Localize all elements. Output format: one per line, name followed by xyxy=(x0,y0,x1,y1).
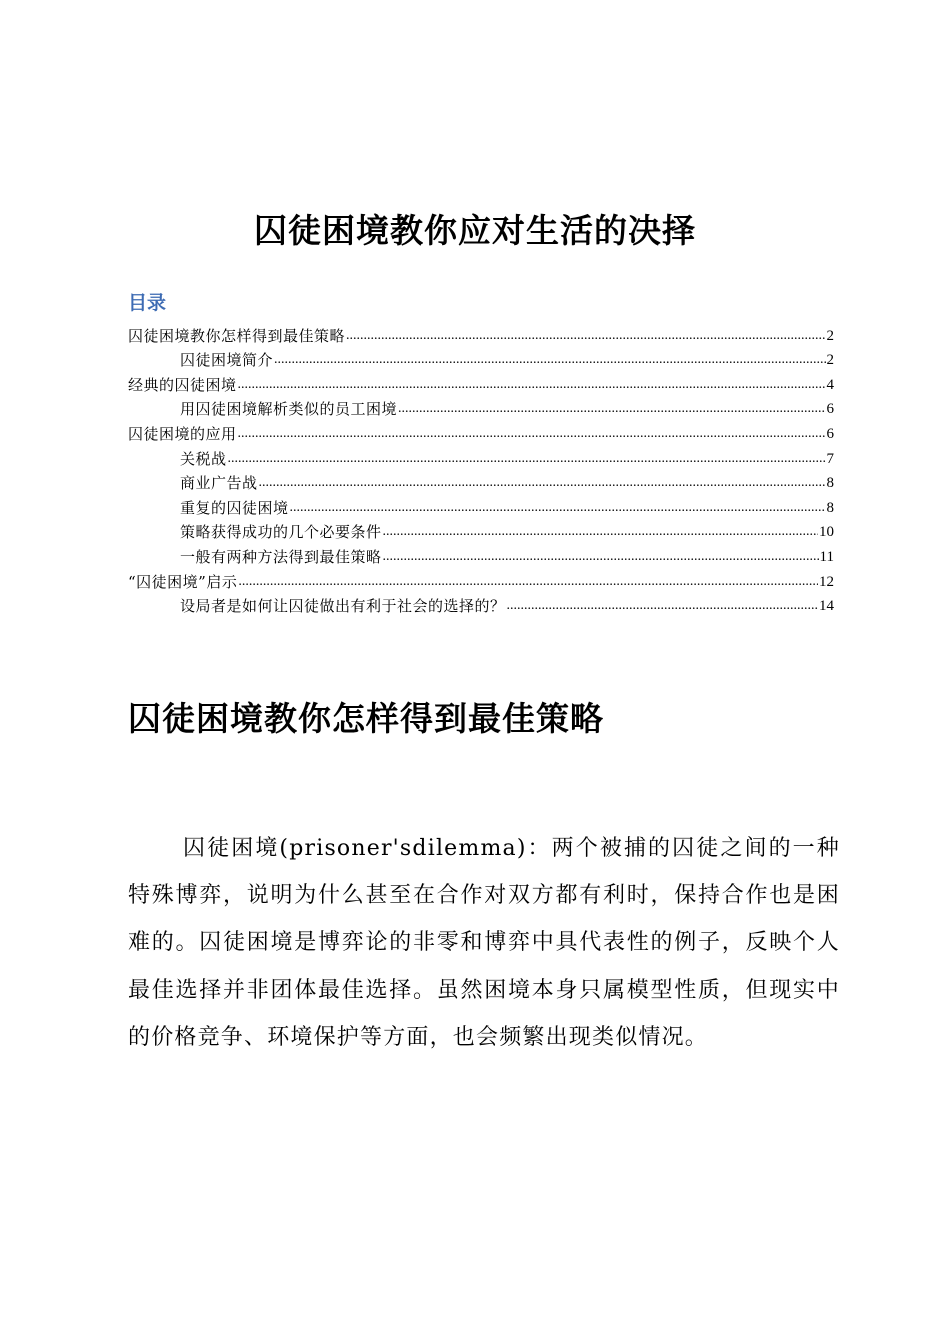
toc-entry-label: 策略获得成功的几个必要条件 xyxy=(180,523,382,542)
toc-entry-label: “囚徒困境”启示 xyxy=(128,572,238,591)
toc-entry[interactable] xyxy=(128,320,834,345)
table-of-contents xyxy=(128,290,834,615)
toc-entry-label: 重复的囚徒困境 xyxy=(180,498,289,517)
toc-entry-label: 囚徒困境简介 xyxy=(180,351,274,370)
toc-leader-dots xyxy=(383,523,818,541)
toc-page-number: 8 xyxy=(826,475,834,492)
toc-leader-dots xyxy=(274,351,825,369)
toc-page-number: 4 xyxy=(826,376,834,393)
toc-leader-dots xyxy=(290,499,826,517)
toc-leader-dots xyxy=(238,425,826,443)
toc-entry[interactable] xyxy=(128,418,834,443)
toc-entry[interactable] xyxy=(128,468,834,493)
toc-leader-dots xyxy=(398,400,825,418)
toc-entry[interactable] xyxy=(128,591,834,616)
toc-page-number: 8 xyxy=(826,499,834,516)
toc-page-number: 6 xyxy=(826,401,834,418)
toc-entry-label: 设局者是如何让囚徒做出有利于社会的选择的？ xyxy=(180,597,506,616)
toc-entry[interactable] xyxy=(128,443,834,468)
toc-page-number: 10 xyxy=(819,524,834,541)
toc-entry[interactable] xyxy=(128,394,834,419)
toc-entry[interactable] xyxy=(128,517,834,542)
toc-page-number: 12 xyxy=(819,573,834,590)
toc-list xyxy=(128,320,834,615)
toc-entry[interactable] xyxy=(128,492,834,517)
toc-page-number: 6 xyxy=(826,425,834,442)
toc-entry[interactable] xyxy=(128,541,834,566)
toc-entry-label: 一般有两种方法得到最佳策略 xyxy=(180,547,382,566)
section-heading: 囚徒困境教你怎样得到最佳策略 xyxy=(128,699,604,738)
toc-leader-dots xyxy=(383,548,819,566)
toc-entry-label: 关税战 xyxy=(180,449,227,468)
toc-entry-label: 囚徒困境的应用 xyxy=(128,424,237,443)
toc-entry-label: 囚徒困境教你怎样得到最佳策略 xyxy=(128,326,346,345)
toc-page-number: 11 xyxy=(819,548,834,565)
document-title: 囚徒困境教你应对生活的决择 xyxy=(254,211,696,250)
toc-leader-dots xyxy=(228,450,826,468)
body-paragraph: 囚徒困境(prisoner'sdilemma)：两个被捕的囚徒之间的一种特殊博弈，说明为什么甚至在合作对双方都有利时，保持合作也是困难的。囚徒困境是博弈论的非零和博弈中具代表性的例子，反映个人最佳选择并非团体最佳选择。虽然困境本身只属模型性质，但现实中的价格竞争、环境保护等方面，也会频繁出现类似情况。 xyxy=(128,836,840,1050)
toc-entry[interactable] xyxy=(128,566,834,591)
toc-page-number: 14 xyxy=(819,598,834,615)
toc-entry[interactable] xyxy=(128,345,834,370)
toc-page-number: 7 xyxy=(826,450,834,467)
toc-page-number: 2 xyxy=(826,352,834,369)
toc-heading: 目录 xyxy=(128,292,167,314)
toc-entry-label: 商业广告战 xyxy=(180,474,258,493)
toc-entry[interactable] xyxy=(128,369,834,394)
toc-leader-dots xyxy=(238,573,818,591)
toc-leader-dots xyxy=(346,327,825,345)
toc-page-number: 2 xyxy=(826,327,834,344)
toc-entry-label: 经典的囚徒困境 xyxy=(128,375,237,394)
toc-entry-label: 用囚徒困境解析类似的员工困境 xyxy=(180,400,398,419)
toc-leader-dots xyxy=(507,597,818,615)
toc-leader-dots xyxy=(238,376,826,394)
toc-leader-dots xyxy=(259,474,826,492)
